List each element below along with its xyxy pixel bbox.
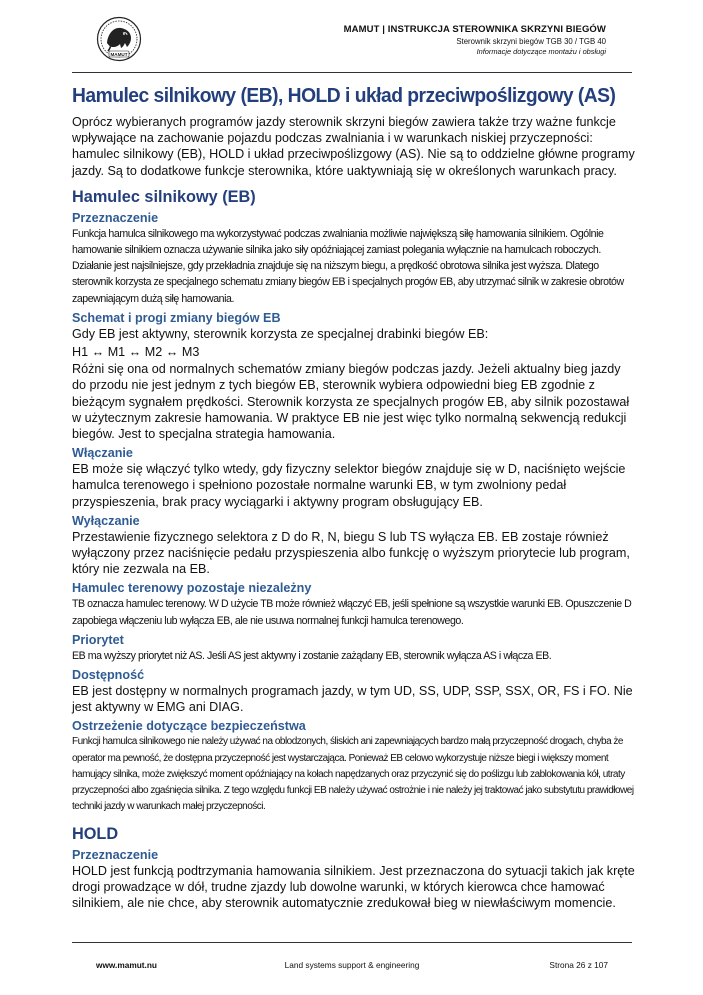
section-heading-eb: Hamulec silnikowy (EB) <box>72 187 256 206</box>
eb-gear-ladder: H1 ↔ M1 ↔ M2 ↔ M3 <box>72 345 200 360</box>
eb-safety-text: Funkcji hamulca silnikowego nie należy używać na oblodzonych, śliskich ani zapewniających bardzo małą przyczepność drogach, chyba że operator ma pewność, że dostępna przyczepność jest wystarczająca. Ponieważ EB celowo wykorzystuje niższe biegi i większy moment hamujący silnika, może zwiększyć moment opóźniający na kołach napędzanych oraz przyczynić się do poślizgu lub zablokowania kół, utraty przyczepności albo zgaśnięcia silnika. Z tego względu funkcji EB należy używać ostrożnie i nie należy jej traktować jako substytutu prawidłowej techniki jazdy w warunkach małej przyczepności. <box>72 736 634 813</box>
eb-purpose-heading: Przeznaczenie <box>72 210 159 225</box>
header-subtitle: Sterownik skrzyni biegów TGB 30 / TGB 40 <box>456 37 606 46</box>
hold-purpose-heading: Przeznaczenie <box>72 847 159 862</box>
header-text <box>344 24 606 56</box>
footer-center-text: Land systems support & engineering <box>284 960 420 970</box>
page-content <box>72 84 635 911</box>
hold-purpose-text: HOLD jest funkcją podtrzymania hamowania silnikiem. Jest przeznaczona do sytuacji takich jak kręte drogi prowadzące w dół, trudne zjazdy lub dowolne warunki, w których kierowca chce hamować silnikiem, ale nie chce, aby sterownik automatycznie zredukował bieg w niewłaściwym momencie. <box>72 863 635 910</box>
page-header <box>72 16 632 72</box>
mamut-logo <box>96 16 142 62</box>
eb-off-heading: Wyłączanie <box>72 513 140 528</box>
footer-divider <box>72 942 632 943</box>
logo-text: MAMUT <box>110 52 128 57</box>
eb-availability-text: EB jest dostępny w normalnych programach jazdy, w tym UD, SS, UDP, SSP, SSX, OR, FS i FO. Nie jest aktywny w EMG ani DIAG. <box>72 684 633 715</box>
eb-purpose-text: Funkcja hamulca silnikowego ma wykorzystywać podczas zwalniania możliwie największą siłę hamowania silnikiem. Ogólnie hamowanie silnikiem oznacza używanie silnika jako siły opóźniającej zamiast polegania wyłącznie na hamulcach roboczych. Działanie jest najsilniejsze, gdy przekładnia znajduje się na niższym biegu, a prędkość obrotowa silnika jest wyższa. Dlatego sterownik korzysta ze specjalnego schematu zmiany biegów EB i specjalnych progów EB, aby utrzymać silnik w zakresie obrotów zapewniającym dużą siłę hamowania. <box>72 227 624 305</box>
eb-on-text: EB może się włączyć tylko wtedy, gdy fizyczny selektor biegów znajduje się w D, naciśnięto wejście hamulca terenowego i spełniono pozostałe normalne warunki EB, w tym zwolniony pedał przyspieszenia, brak pracy wyciągarki i aktywny program obsługujący EB. <box>72 462 626 509</box>
section-heading-hold: HOLD <box>72 824 119 843</box>
eb-tb-heading: Hamulec terenowy pozostaje niezależny <box>72 581 312 596</box>
eb-schema-text-1: Gdy EB jest aktywny, sterownik korzysta ze specjalnej drabinki biegów EB: <box>72 326 489 341</box>
intro-paragraph: Oprócz wybieranych programów jazdy sterownik skrzyni biegów zawiera także trzy ważne funkcje wpływające na zachowanie pojazdu podczas zwalniania i w warunkach niskiej przyczepności: hamulec silnikowy (EB), HOLD i układ przeciwpoślizgowy (AS). Nie są to oddzielne główne programy jazdy. Są to dodatkowe funkcje sterownika, które uaktywniają się w określonych warunkach pracy. <box>72 115 635 178</box>
eb-schema-heading: Schemat i progi zmiany biegów EB <box>72 310 281 325</box>
footer-page-number: Strona 26 z 107 <box>549 960 608 970</box>
eb-availability-heading: Dostępność <box>72 668 145 683</box>
eb-off-text: Przestawienie fizycznego selektora z D do R, N, biegu S lub TS wyłącza EB. EB zostaje również wyłączony przez naciśnięcie pedału przyspieszenia albo funkcję o wyższym priorytecie lub program, który nie zezwala na EB. <box>72 529 630 577</box>
page-footer <box>96 960 608 974</box>
eb-safety-heading: Ostrzeżenie dotyczące bezpieczeństwa <box>72 719 306 734</box>
eb-schema-text-2: Różni się ona od normalnych schematów zmiany biegów podczas jazdy. Jeżeli aktualny bieg jazdy do przodu nie jest jednym z tych biegów EB, sterownik wybiera odpowiedni bieg EB zgodnie z bieżącym sygnałem prędkości. Sterownik korzysta ze specjalnych progów EB, aby silnik pozostawał w użytecznym zakresie hamowania. W praktyce EB nie jest więc tylko normalną sekwencją redukcji biegów. Jest to specjalna strategia hamowania. <box>72 362 630 442</box>
eb-tb-text: TB oznacza hamulec terenowy. W D użycie TB może również włączyć EB, jeśli spełnione są wszystkie warunki EB. Opuszczenie D zapobiega włączeniu lub wyłącza EB, ale nie usuwa normalnej funkcji hamulca terenowego. <box>72 598 632 627</box>
eb-on-heading: Włączanie <box>72 446 133 461</box>
page-title: Hamulec silnikowy (EB), HOLD i układ przeciwpoślizgowy (AS) <box>72 84 616 107</box>
eb-priority-heading: Priorytet <box>72 632 124 647</box>
header-divider <box>72 72 632 73</box>
header-title: MAMUT | INSTRUKCJA STEROWNIKA SKRZYNI BIEGÓW <box>343 24 606 35</box>
header-note: Informacje dotyczące montażu i obsługi <box>476 47 606 56</box>
eb-priority-text: EB ma wyższy priorytet niż AS. Jeśli AS jest aktywny i zostanie zażądany EB, sterownik wyłącza AS i włącza EB. <box>72 649 552 662</box>
footer-website-link[interactable]: www.mamut.nu <box>96 960 157 970</box>
